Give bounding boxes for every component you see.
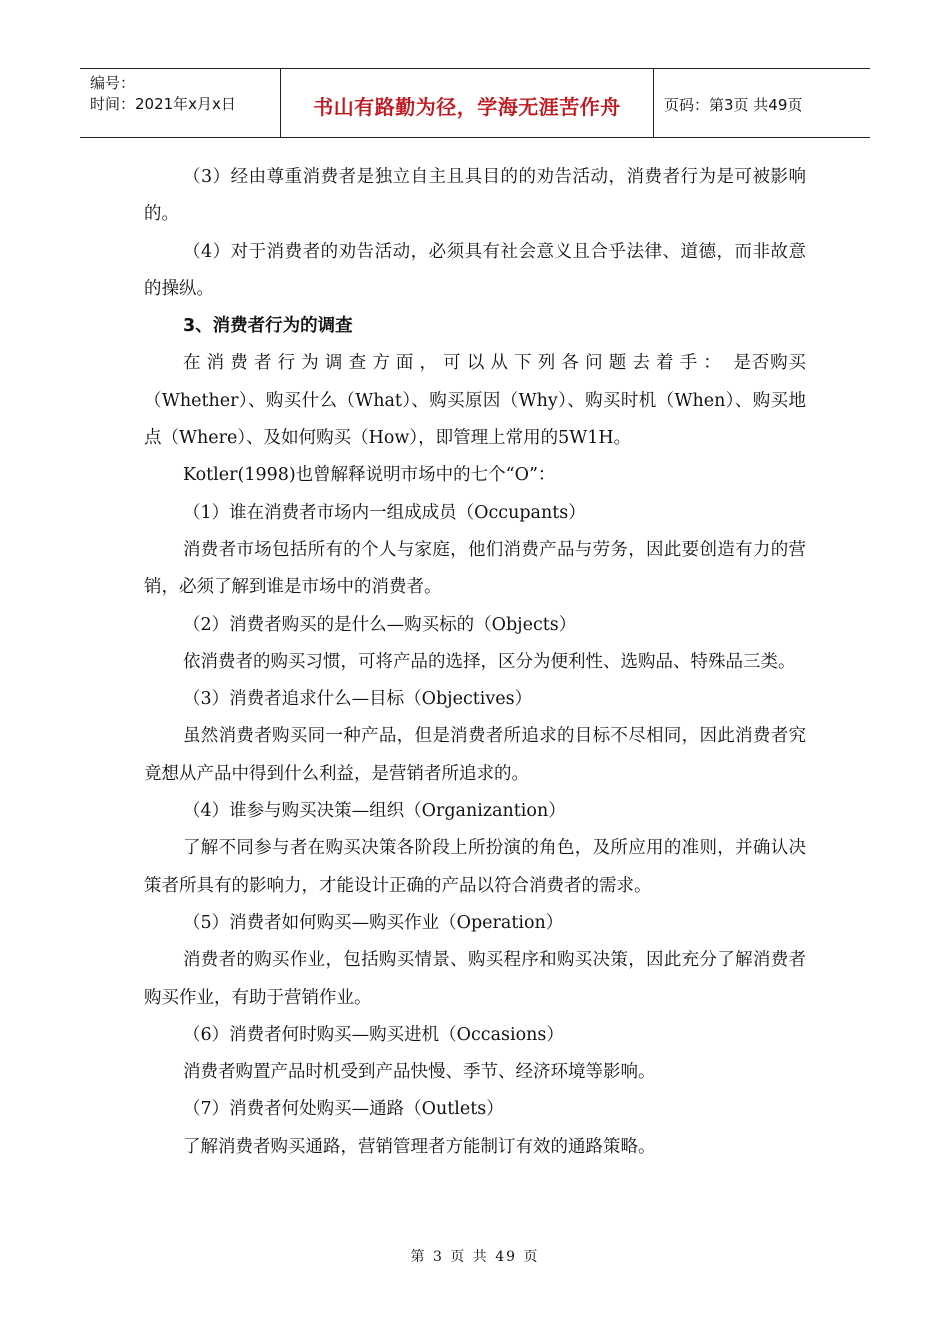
list-item-heading: （7）消费者何处购买—通路（Outlets） — [183, 1099, 504, 1120]
document-body — [144, 159, 806, 1166]
list-item-heading: （5）消费者如何购买—购买作业（Operation） — [183, 912, 564, 933]
paragraph — [144, 345, 806, 457]
paragraph: Kotler(1998)也曾解释说明市场中的七个“O”： — [183, 465, 556, 486]
paragraph: 消费者的购买作业，包括购买情景、购买程序和购买决策，因此充分了解消费者购买作业，有助于营销作业。 — [144, 950, 806, 1008]
header-page-label: 页码：第3页 共49页 — [664, 95, 803, 114]
paragraph: （3）经由尊重消费者是独立自主且具目的的劝告活动，消费者行为是可被影响的。 — [144, 167, 806, 225]
paragraph: 依消费者的购买习惯，可将产品的选择，区分为便利性、选购品、特殊品三类。 — [183, 651, 796, 672]
page-footer: 第 3 页 共 49 页 — [410, 1249, 540, 1265]
list-item-heading: （3）消费者追求什么—目标（Objectives） — [183, 689, 533, 710]
document-date-label: 时间：2021年x月x日 — [90, 95, 236, 113]
header-motto: 书山有路勤为径，学海无涯苦作舟 — [281, 69, 654, 137]
list-item-heading: （6）消费者何时购买—购买进机（Occasions） — [183, 1024, 564, 1045]
document-number-label: 编号： — [90, 74, 136, 92]
header-meta — [80, 69, 281, 137]
list-item-heading: （4）谁参与购买决策—组织（Organizantion） — [183, 801, 566, 822]
document-header — [80, 68, 870, 138]
paragraph: 消费者市场包括所有的个人与家庭，他们消费产品与劳务，因此要创造有力的营销，必须了解到谁是市场中的消费者。 — [144, 539, 806, 598]
paragraph-5w1h: 是否购买（Whether）、购买什么（What）、购买原因（Why）、购买时机（When）、购买地点（Where）、及如何购买（How），即管理上常用的5W1H。 — [144, 353, 806, 449]
paragraph: 了解消费者购买通路，营销管理者方能制订有效的通路策略。 — [183, 1136, 656, 1157]
paragraph: 了解不同参与者在购买决策各阶段上所扮演的角色，及所应用的准则，并确认决策者所具有的影响力，才能设计正确的产品以符合消费者的需求。 — [144, 838, 806, 896]
paragraph: 消费者购置产品时机受到产品快慢、季节、经济环境等影响。 — [183, 1062, 656, 1083]
paragraph: 虽然消费者购买同一种产品，但是消费者所追求的目标不尽相同，因此消费者究竟想从产品中得到什么利益，是营销者所追求的。 — [144, 726, 806, 784]
list-item-heading: （2）消费者购买的是什么—购买标的（Objects） — [183, 614, 577, 635]
paragraph: （4）对于消费者的劝告活动，必须具有社会意义且合乎法律、道德，而非故意的操纵。 — [144, 241, 806, 299]
list-item-heading: （1）谁在消费者市场内一组成成员（Occupants） — [183, 502, 586, 523]
paragraph-intro: 在消费者行为调查方面，可以从下列各问题去着手： — [183, 353, 728, 374]
section-heading: 3、消费者行为的调查 — [183, 316, 353, 337]
